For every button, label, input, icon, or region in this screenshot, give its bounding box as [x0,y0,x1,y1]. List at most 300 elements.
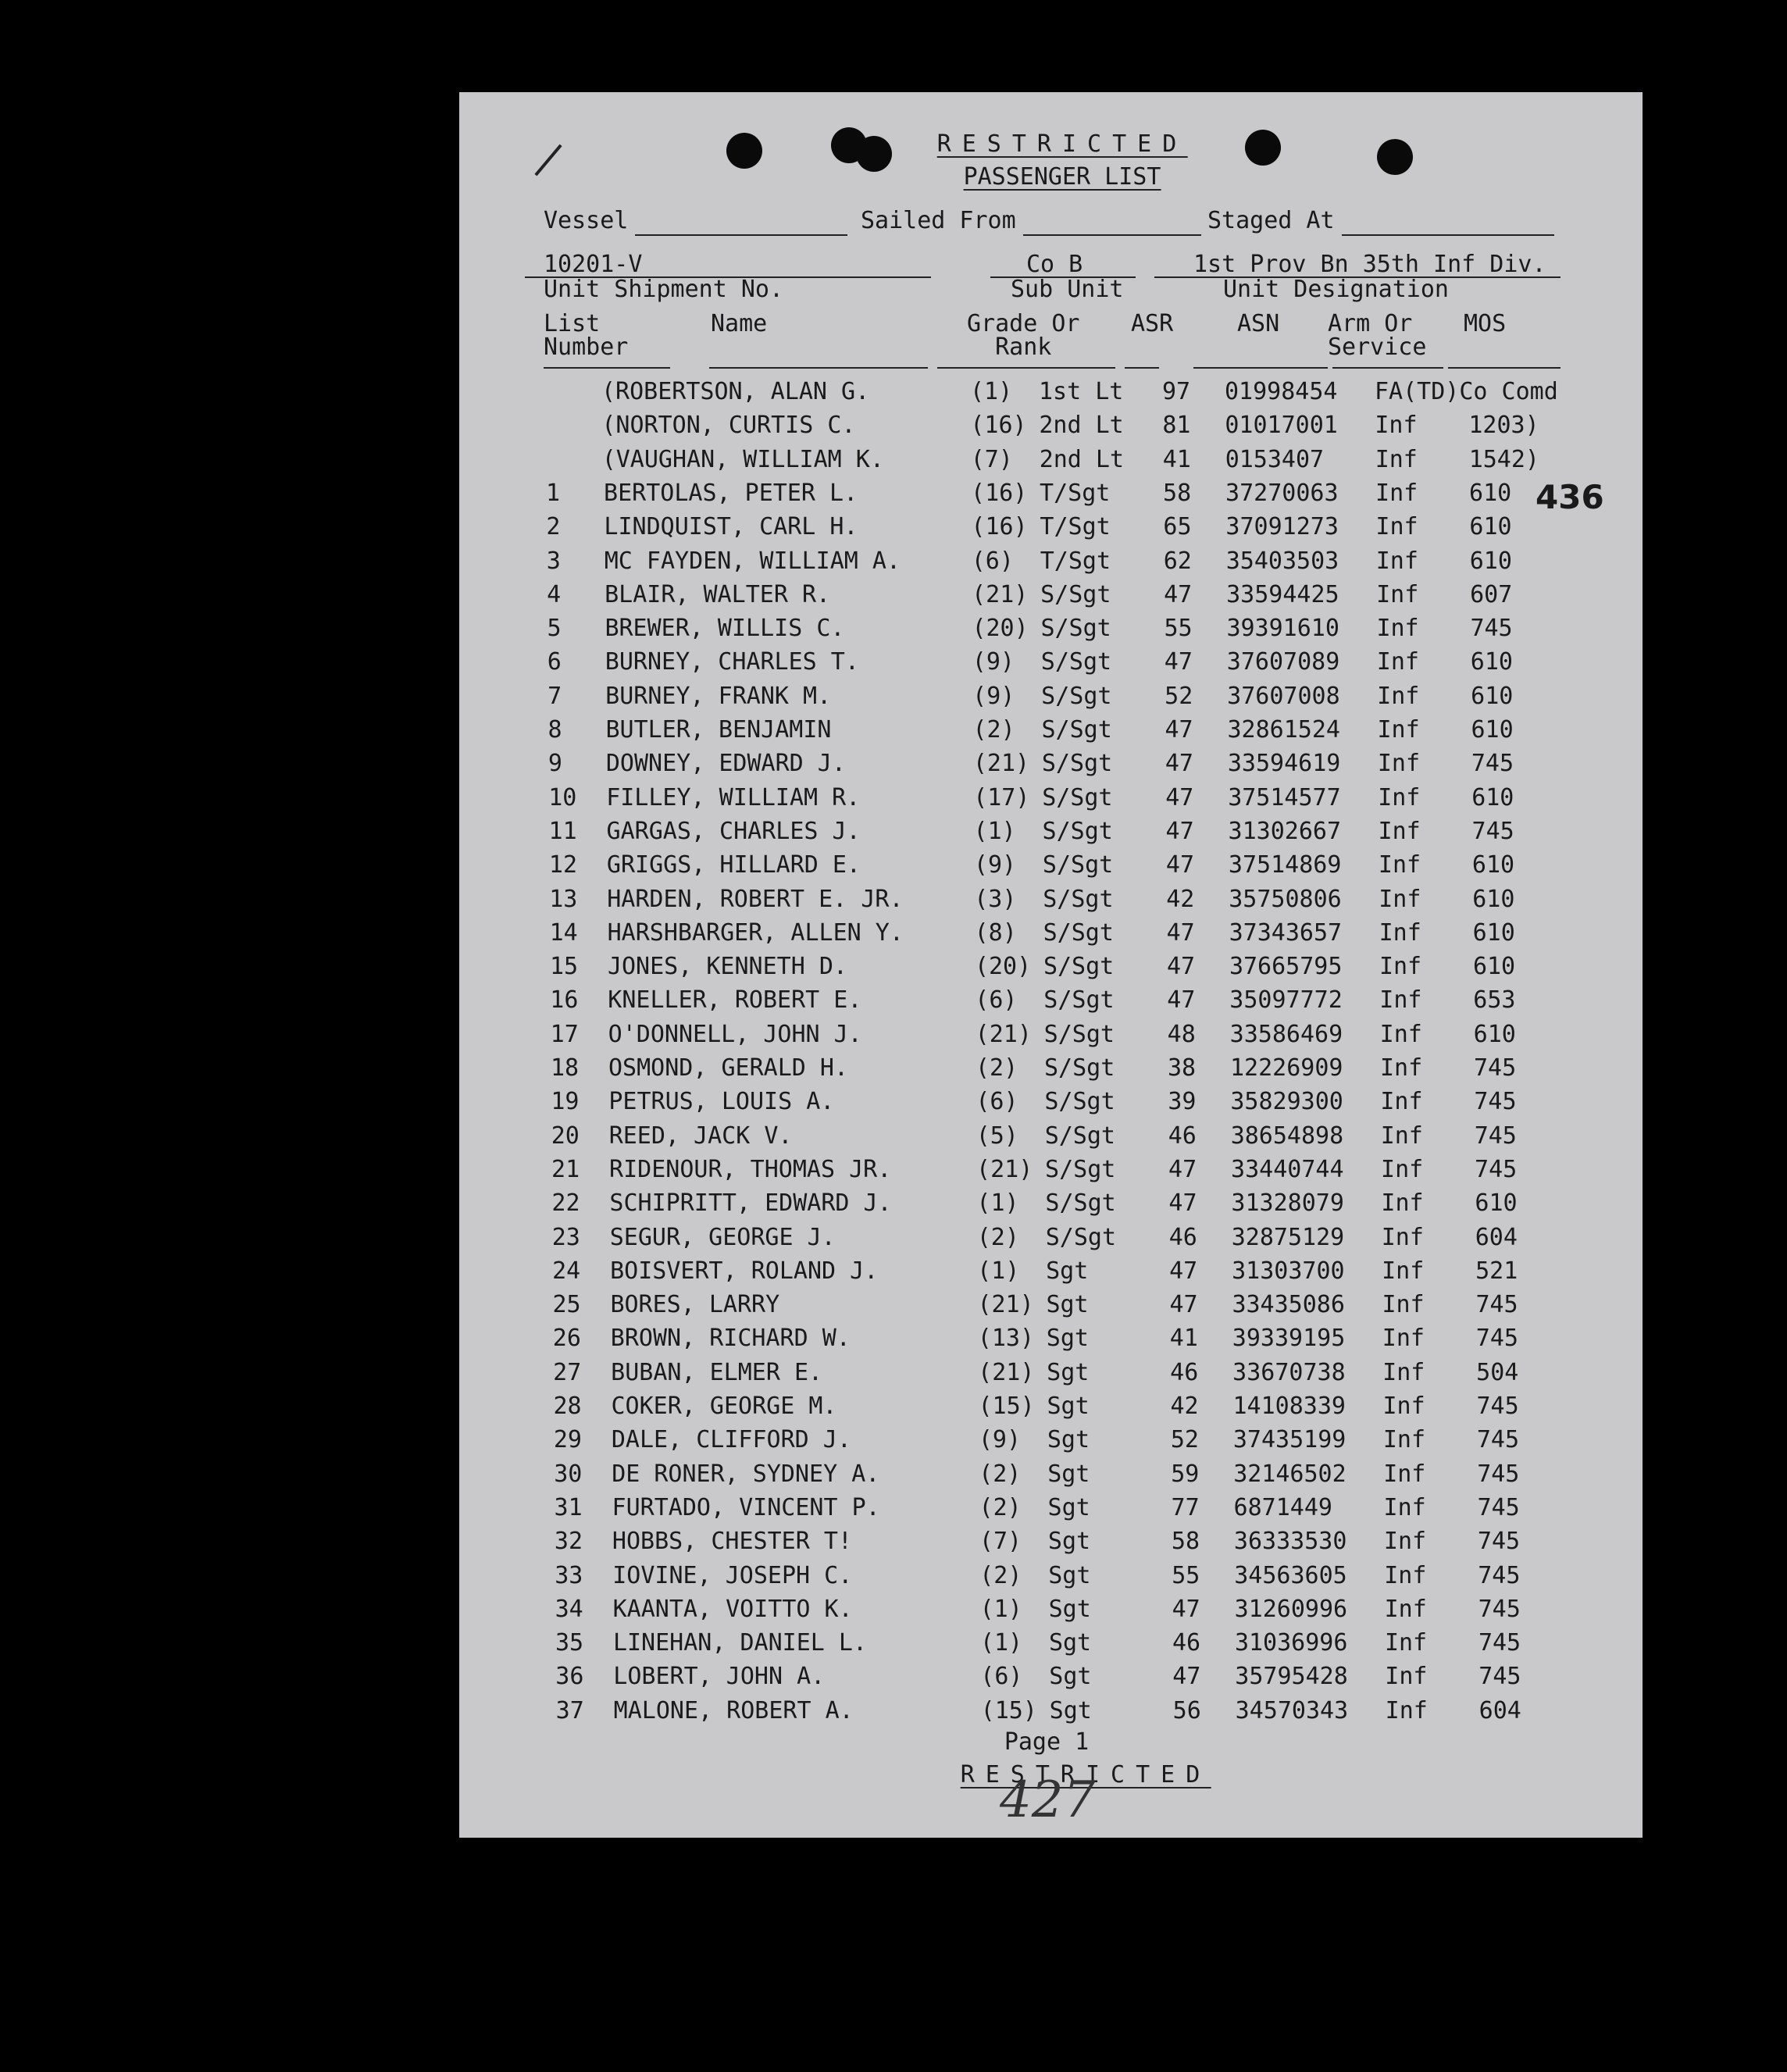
asn-cell: 33594619 [1227,750,1341,778]
asn-cell: 37514577 [1228,783,1341,811]
asr-cell: 41 [1162,445,1191,473]
unit-designation-value: 1st Prov Bn 35th Inf Div. [1193,251,1546,278]
table-row [459,1562,1643,1593]
column-header-asn: ASN [1237,310,1280,337]
name-cell: O'DONNELL, JOHN J. [608,1020,862,1048]
grade-code-cell: (3) [974,885,1017,913]
name-cell: SEGUR, GEORGE J. [609,1223,836,1251]
mos-cell: 745 [1475,1155,1518,1183]
name-cell: DE RONER, SYDNEY A. [612,1460,880,1488]
mos-cell: 745 [1476,1393,1519,1420]
arm-cell: Inf [1383,1460,1426,1488]
name-cell: FURTADO, VINCENT P. [612,1493,880,1521]
name-cell: REED, JACK V. [608,1122,793,1150]
mos-cell: 745 [1477,1460,1520,1488]
rank-cell: S/Sgt [1042,817,1113,845]
name-cell: LINEHAN, DANIEL L. [612,1629,868,1657]
asn-cell: 34563605 [1234,1561,1347,1589]
mos-cell: 610 [1470,648,1513,676]
name-cell: BERTOLAS, PETER L. [604,479,858,507]
asn-cell: 37665795 [1229,953,1343,981]
asn-cell: 37607008 [1227,682,1340,710]
table-row [459,1088,1643,1119]
asn-cell: 31303700 [1232,1257,1345,1285]
rank-cell: S/Sgt [1040,580,1111,608]
asr-cell: 39 [1168,1088,1197,1116]
grade-code-cell: (21) [975,1020,1032,1048]
asn-cell: 33586469 [1229,1020,1343,1048]
name-cell: HARSHBARGER, ALLEN Y. [607,918,904,947]
header-rule [1193,367,1328,369]
table-row [459,750,1643,781]
name-cell: BURNEY, CHARLES T. [605,648,859,676]
rank-cell: S/Sgt [1044,1088,1115,1116]
asr-cell: 47 [1165,817,1194,845]
list-number-cell: 28 [553,1393,582,1420]
list-number-cell: 23 [551,1223,580,1251]
grade-code-cell: (8) [974,918,1017,947]
asn-cell: 12226909 [1230,1054,1343,1082]
grade-code-cell: (9) [978,1426,1022,1454]
list-number-cell: 12 [548,851,578,879]
grade-code-cell: (6) [976,1088,1018,1116]
asr-cell: 47 [1164,648,1193,676]
arm-cell: FA(TD)Co Comd [1375,378,1558,405]
rank-cell: S/Sgt [1041,682,1112,710]
table-row [459,953,1643,984]
name-cell: LINDQUIST, CARL H. [604,513,858,541]
table-row [459,886,1643,917]
arm-cell: Inf [1378,851,1421,879]
sub-unit-label: Sub Unit [1011,276,1124,303]
rank-cell: S/Sgt [1043,1020,1115,1048]
grade-code-cell: (20) [974,953,1032,981]
grade-code-cell: (2) [976,1223,1019,1251]
name-cell: BUBAN, ELMER E. [611,1358,823,1386]
asr-cell: 58 [1171,1528,1200,1556]
grade-code-cell: (2) [979,1460,1022,1488]
name-cell: DOWNEY, EDWARD J. [605,750,846,778]
staged-at-label: Staged At [1207,207,1335,234]
table-row [459,412,1643,443]
arm-cell: Inf [1385,1663,1428,1691]
grade-code-cell: (9) [972,648,1015,676]
list-number-cell: 3 [546,547,561,575]
name-cell: OSMOND, GERALD H. [608,1054,849,1082]
staged-at-blank [1342,234,1554,236]
mos-cell: 745 [1476,1426,1520,1454]
name-cell: RIDENOUR, THOMAS JR. [609,1155,892,1183]
asn-cell: 38654898 [1230,1122,1344,1150]
list-number-cell: 36 [555,1663,584,1691]
grade-code-cell: (13) [977,1325,1035,1353]
arm-cell: Inf [1375,479,1418,507]
column-header-grade: Grade Or Rank [967,310,1080,361]
asr-cell: 58 [1163,479,1192,507]
header-rule [937,367,1115,369]
asr-cell: 97 [1162,378,1191,405]
mos-cell: 653 [1473,986,1516,1015]
column-header-arm: Arm Or Service [1328,310,1427,361]
mos-cell: 504 [1476,1358,1519,1386]
mos-cell: 610 [1471,716,1514,744]
table-row [459,818,1643,849]
mos-cell: 745 [1474,1122,1517,1150]
grade-code-cell: (9) [972,682,1015,710]
arm-cell: Inf [1385,1696,1428,1724]
header-rule [544,367,670,369]
asr-cell: 47 [1172,1663,1201,1691]
list-number-cell: 22 [551,1189,580,1218]
restricted-bottom: RESTRICTED [960,1761,1211,1788]
arm-cell: Inf [1381,1155,1424,1183]
list-number-cell: 34 [555,1595,583,1623]
rank-cell: T/Sgt [1040,479,1111,507]
name-cell: (NORTON, CURTIS C. [601,412,856,440]
table-row [459,1629,1643,1660]
asr-cell: 47 [1167,986,1196,1015]
arm-cell: Inf [1380,1088,1423,1116]
vessel-label: Vessel [544,207,629,234]
rank-cell: S/Sgt [1045,1223,1117,1251]
rank-cell: Sgt [1047,1393,1090,1420]
name-cell: BROWN, RICHARD W. [610,1325,851,1353]
table-row [459,1224,1643,1255]
table-row [459,1494,1643,1525]
rank-cell: S/Sgt [1043,885,1114,913]
mos-cell: 745 [1471,750,1514,778]
table-row [459,378,1643,409]
table-row [459,1697,1643,1728]
name-cell: KNELLER, ROBERT E. [608,986,862,1015]
name-cell: BOISVERT, ROLAND J. [610,1257,879,1285]
asn-cell: 14108339 [1232,1393,1346,1420]
asr-cell: 47 [1169,1257,1198,1285]
name-cell: HARDEN, ROBERT E. JR. [607,885,904,913]
mos-cell: 610 [1469,513,1512,541]
mos-cell: 521 [1475,1257,1518,1285]
handwritten-number: 427 [1000,1771,1096,1829]
mos-cell: 745 [1474,1054,1517,1082]
asr-cell: 77 [1171,1493,1200,1521]
unit-designation-label: Unit Designation [1223,276,1449,303]
restricted-top: RESTRICTED [936,130,1188,158]
asr-cell: 52 [1170,1426,1199,1454]
name-cell: DALE, CLIFFORD J. [611,1426,851,1454]
list-number-cell: 5 [547,615,562,643]
asr-cell: 48 [1167,1020,1196,1048]
name-cell: MALONE, ROBERT A. [613,1696,854,1724]
page-number: Page 1 [1004,1728,1090,1756]
asr-cell: 47 [1172,1595,1200,1623]
grade-code-cell: (9) [973,851,1017,879]
arm-cell: Inf [1380,1122,1423,1150]
asn-cell: 31328079 [1231,1189,1344,1218]
asn-cell: 32861524 [1227,716,1340,744]
table-row [459,1122,1643,1154]
grade-code-cell: (1) [979,1595,1022,1623]
arm-cell: Inf [1382,1257,1425,1285]
asr-cell: 47 [1165,783,1194,811]
table-row [459,648,1643,679]
rank-cell: S/Sgt [1040,615,1111,643]
rank-cell: S/Sgt [1043,918,1114,947]
asn-cell: 31260996 [1234,1595,1348,1623]
rank-cell: S/Sgt [1045,1155,1116,1183]
list-number-cell: 4 [547,580,562,608]
table-row [459,1460,1643,1492]
asr-cell: 55 [1164,615,1193,643]
list-number-cell: 37 [555,1696,584,1724]
table-row [459,683,1643,714]
name-cell: LOBERT, JOHN A. [613,1663,826,1691]
rank-cell: Sgt [1047,1493,1090,1521]
name-cell: BREWER, WILLIS C. [605,615,845,643]
rank-cell: T/Sgt [1040,547,1111,575]
header-rule [1448,367,1561,369]
arm-cell: Inf [1375,513,1418,541]
name-cell: JONES, KENNETH D. [607,953,847,981]
name-cell: COKER, GEORGE M. [611,1393,837,1420]
asr-cell: 38 [1168,1054,1197,1082]
header-rule [1332,367,1443,369]
asr-cell: 47 [1168,1189,1197,1218]
list-number-cell: 33 [555,1561,583,1589]
list-number-cell: 26 [552,1325,581,1353]
asn-cell: 35795428 [1235,1663,1348,1691]
arm-cell: Inf [1375,412,1418,440]
grade-code-cell: (2) [972,716,1015,744]
grade-code-cell: (16) [971,513,1028,541]
stamp-number: 436 [1536,478,1604,516]
list-number-cell: 18 [551,1054,580,1082]
arm-cell: Inf [1377,682,1420,710]
table-row [459,615,1643,646]
list-number-cell: 8 [548,716,562,744]
rank-cell: Sgt [1047,1358,1090,1386]
grade-code-cell: (21) [978,1358,1035,1386]
list-number-cell: 25 [552,1291,581,1319]
asr-cell: 47 [1165,750,1193,778]
name-cell: SCHIPRITT, EDWARD J. [609,1189,892,1218]
grade-code-cell: (21) [977,1291,1034,1319]
list-number-cell: 29 [553,1426,582,1454]
mos-cell: 610 [1473,1020,1516,1048]
mos-cell: 745 [1478,1663,1521,1691]
asn-cell: 35097772 [1229,986,1343,1015]
asn-cell: 37270063 [1225,479,1339,507]
table-row [459,513,1643,544]
name-cell: HOBBS, CHESTER T! [612,1528,852,1556]
table-row [459,784,1643,815]
column-header-name: Name [711,310,768,337]
rank-cell: Sgt [1048,1561,1091,1589]
mos-cell: 1203) [1468,412,1539,440]
arm-cell: Inf [1381,1223,1424,1251]
asn-cell: 37091273 [1225,513,1339,541]
column-header-asr: ASR [1131,310,1174,337]
mos-cell: 745 [1475,1291,1518,1319]
asr-cell: 62 [1163,547,1192,575]
grade-code-cell: (15) [980,1696,1037,1724]
name-cell: FILLEY, WILLIAM R. [606,783,861,811]
list-number-cell: 1 [546,479,561,507]
grade-code-cell: (6) [975,986,1018,1015]
rank-cell: S/Sgt [1043,986,1115,1015]
arm-cell: Inf [1377,750,1421,778]
column-header-list-number: List Number [544,310,629,361]
grade-code-cell: (2) [976,1054,1018,1082]
grade-code-cell: (20) [972,615,1029,643]
list-number-cell: 16 [550,986,579,1015]
rank-cell: S/Sgt [1042,851,1114,879]
rank-cell: S/Sgt [1041,716,1112,744]
sailed-from-label: Sailed From [861,207,1016,234]
rank-cell: S/Sgt [1045,1189,1116,1218]
mos-cell: 745 [1470,615,1513,643]
header-rule [1125,367,1159,369]
grade-code-cell: (15) [978,1393,1035,1420]
table-row [459,1021,1643,1052]
asr-cell: 42 [1166,885,1195,913]
asr-cell: 42 [1170,1393,1199,1420]
mos-cell: 745 [1471,817,1514,845]
asn-cell: 37514869 [1228,851,1342,879]
table-row [459,547,1643,579]
rank-cell: 2nd Lt [1039,412,1124,440]
grade-code-cell: (1) [976,1189,1019,1218]
list-number-cell: 10 [548,783,577,811]
column-header-mos: MOS [1464,310,1507,337]
table-row [459,581,1643,612]
arm-cell: Inf [1384,1629,1428,1657]
asr-cell: 47 [1165,851,1195,879]
rank-cell: S/Sgt [1042,783,1113,811]
list-number-cell: 15 [549,953,579,981]
name-cell: (VAUGHAN, WILLIAM K. [601,445,884,473]
asn-cell: 34570343 [1235,1696,1349,1724]
asr-cell: 65 [1163,513,1192,541]
asn-cell: 33435086 [1232,1291,1345,1319]
asr-cell: 47 [1169,1291,1198,1319]
name-cell: BLAIR, WALTER R. [605,580,831,608]
rank-cell: S/Sgt [1044,1122,1115,1150]
arm-cell: Inf [1382,1291,1425,1319]
sailed-from-blank [1023,234,1201,236]
list-number-cell: 6 [547,648,562,676]
asr-cell: 47 [1166,918,1195,947]
arm-cell: Inf [1378,817,1421,845]
mos-cell: 745 [1478,1629,1521,1657]
asr-cell: 47 [1166,953,1196,981]
name-cell: GARGAS, CHARLES J. [606,817,861,845]
table-row [459,1291,1643,1322]
table-row [459,1359,1643,1390]
asn-cell: 35829300 [1230,1088,1343,1116]
grade-code-cell: (21) [972,580,1029,608]
asr-cell: 55 [1172,1561,1200,1589]
name-cell: (ROBERTSON, ALAN G. [601,378,870,405]
rank-cell: Sgt [1046,1325,1089,1353]
asn-cell: 33670738 [1232,1358,1346,1386]
rank-cell: Sgt [1049,1696,1092,1724]
name-cell: GRIGGS, HILLARD E. [606,851,861,879]
table-row [459,1189,1643,1221]
list-number-cell: 27 [553,1358,582,1386]
asr-cell: 56 [1172,1696,1201,1724]
grade-code-cell: (16) [970,412,1027,440]
rank-cell: Sgt [1048,1629,1092,1657]
table-row [459,480,1643,511]
asr-cell: 46 [1168,1223,1197,1251]
arm-cell: Inf [1384,1561,1427,1589]
name-cell: KAANTA, VOITTO K. [612,1595,853,1623]
list-number-cell: 7 [548,682,562,710]
asn-cell: 0153407 [1225,445,1325,473]
list-number-cell: 20 [551,1122,580,1150]
asr-cell: 81 [1162,412,1191,440]
list-number-cell: 11 [548,817,577,845]
unit-shipment-value: 10201-V [544,251,643,278]
asn-cell: 35403503 [1225,547,1339,575]
mos-cell: 610 [1469,547,1512,575]
mos-cell: 610 [1471,682,1514,710]
rank-cell: Sgt [1047,1460,1090,1488]
rank-cell: S/Sgt [1044,1054,1115,1082]
table-row [459,986,1643,1018]
asr-cell: 46 [1172,1629,1201,1657]
arm-cell: Inf [1379,918,1421,947]
asn-cell: 36333530 [1233,1528,1347,1556]
list-number-cell: 9 [548,750,562,778]
asr-cell: 47 [1164,580,1193,608]
asn-cell: 39339195 [1232,1325,1346,1353]
mos-cell: 745 [1478,1561,1521,1589]
grade-code-cell: (1) [977,1257,1020,1285]
mos-cell: 607 [1470,580,1513,608]
rank-cell: Sgt [1047,1528,1091,1556]
mos-cell: 745 [1477,1528,1521,1556]
table-row [459,1257,1643,1289]
grade-code-cell: (2) [979,1493,1022,1521]
arm-cell: Inf [1382,1358,1425,1386]
table-row [459,1596,1643,1627]
punch-hole [1245,130,1281,166]
table-row [459,1156,1643,1187]
asr-cell: 47 [1168,1155,1197,1183]
name-cell: BUTLER, BENJAMIN [605,716,832,744]
asn-cell: 32146502 [1233,1460,1346,1488]
asn-cell: 31302667 [1228,817,1342,845]
asr-cell: 46 [1168,1122,1197,1150]
mos-cell: 604 [1475,1223,1518,1251]
mos-cell: 610 [1472,885,1515,913]
rank-cell: S/Sgt [1040,648,1112,676]
asn-cell: 01998454 [1225,378,1338,405]
arm-cell: Inf [1376,615,1419,643]
grade-code-cell: (1) [979,1629,1023,1657]
rank-cell: Sgt [1046,1291,1089,1319]
rank-cell: Sgt [1047,1426,1090,1454]
mos-cell: 745 [1477,1493,1520,1521]
asn-cell: 32875129 [1231,1223,1345,1251]
arm-cell: Inf [1379,1020,1422,1048]
grade-code-cell: (1) [973,817,1016,845]
vessel-blank [635,234,847,236]
grade-code-cell: (6) [971,547,1014,575]
mos-cell: 745 [1475,1325,1518,1353]
punch-hole [726,133,762,169]
